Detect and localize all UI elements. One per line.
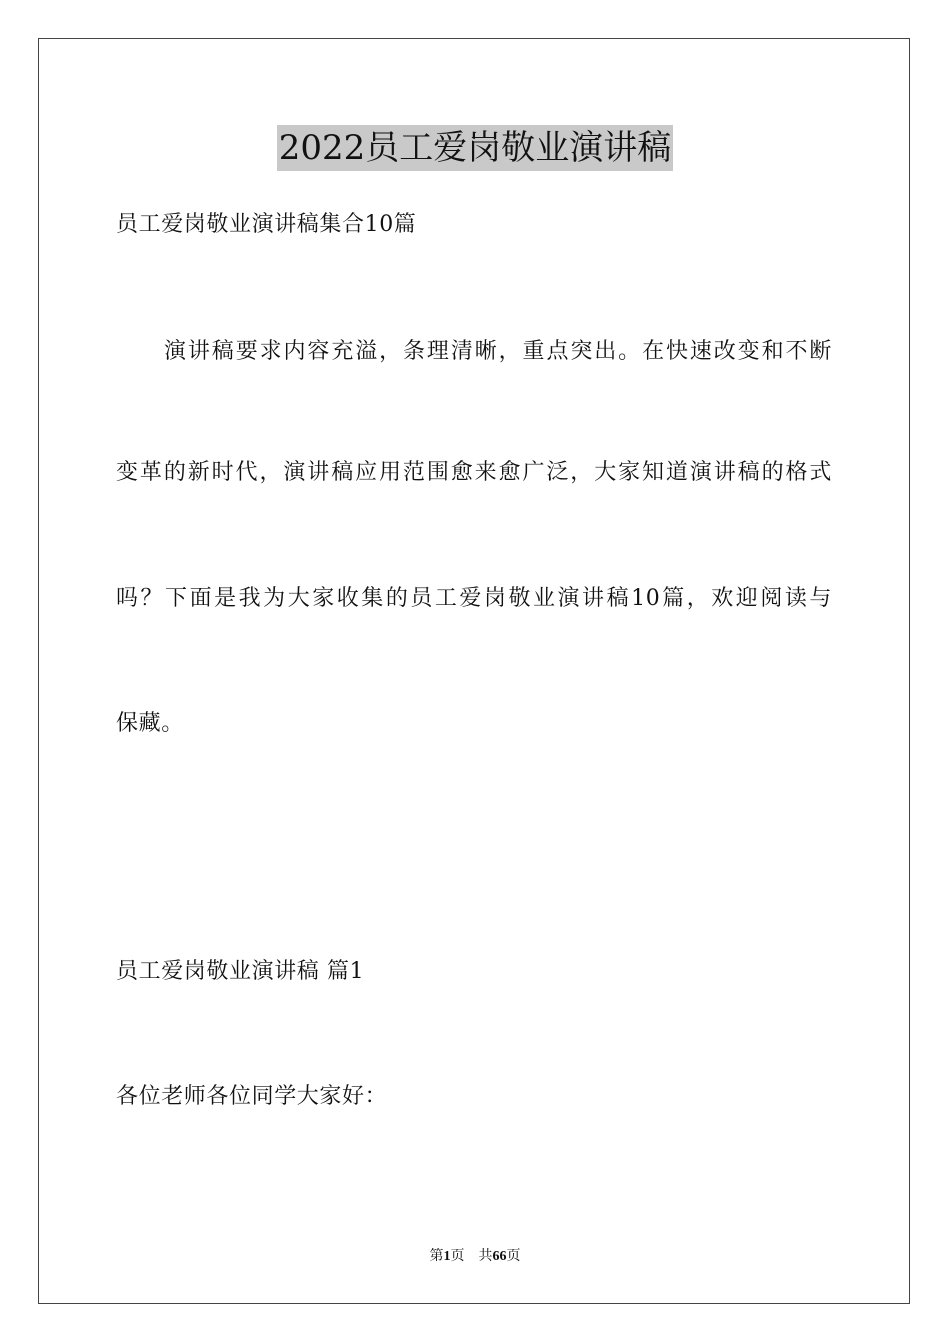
intro-line-4: 保藏。 (116, 711, 184, 736)
total-suffix: 页 (506, 1249, 521, 1264)
intro-line-2: 变革的新时代，演讲稿应用范围愈来愈广泛，大家知道演讲稿的格式 (116, 460, 832, 485)
intro-line-3: 吗？下面是我为大家收集的员工爱岗敬业演讲稿10篇，欢迎阅读与 (116, 586, 832, 611)
document-subtitle: 员工爱岗敬业演讲稿集合10篇 (116, 212, 417, 237)
intro-line-1: 演讲稿要求内容充溢，条理清晰，重点突出。在快速改变和不断 (164, 339, 832, 364)
greeting-text: 各位老师各位同学大家好： (116, 1084, 388, 1109)
page-prefix: 第 (429, 1249, 444, 1264)
document-title: 2022员工爱岗敬业演讲稿 (277, 125, 674, 171)
page-suffix: 页 (450, 1249, 465, 1264)
total-pages: 66 (492, 1249, 507, 1264)
page-footer (0, 1247, 950, 1267)
section-heading: 员工爱岗敬业演讲稿 篇1 (116, 959, 365, 984)
title-container (0, 125, 950, 171)
total-prefix: 共 (478, 1249, 493, 1264)
page-number: 1 (443, 1249, 451, 1264)
